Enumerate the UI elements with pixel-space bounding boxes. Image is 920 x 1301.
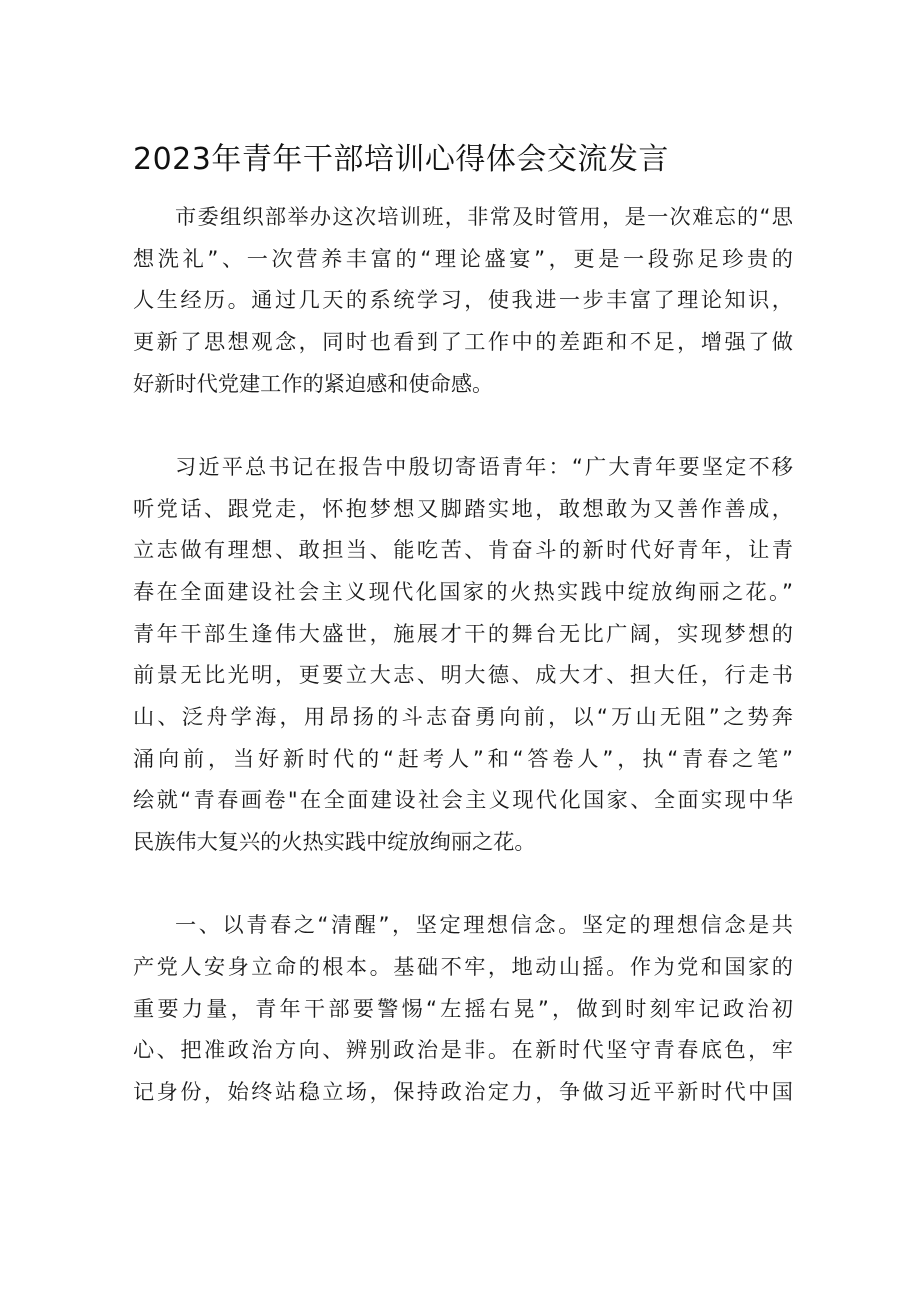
paragraph-2-line-10: 民族伟大复兴的火热实践中绽放绚丽之花。 — [133, 829, 536, 854]
paragraph-2-line-2: 听党话、跟党走，怀抱梦想又脚踏实地，敢想敢为又善作善成， — [133, 496, 793, 521]
paragraph-2-line-1: 习近平总书记在报告中殷切寄语青年：“广大青年要坚定不移 — [175, 454, 793, 479]
paragraph-3-line-2: 产党人安身立命的根本。基础不牢，地动山摇。作为党和国家的 — [133, 954, 793, 979]
paragraph-1-line-4: 更新了思想观念，同时也看到了工作中的差距和不足，增强了做 — [133, 329, 793, 354]
paragraph-2-line-7: 山、泛舟学海，用昂扬的斗志奋勇向前，以“万山无阻”之势奔 — [133, 704, 793, 729]
paragraph-1-line-1: 市委组织部举办这次培训班，非常及时管用，是一次难忘的“思 — [175, 204, 793, 229]
paragraph-3-line-5: 记身份，始终站稳立场，保持政治定力，争做习近平新时代中国 — [133, 1079, 793, 1104]
paragraph-1-line-5: 好新时代党建工作的紧迫感和使命感。 — [133, 371, 494, 396]
paragraph-1-line-2: 想洗礼”、一次营养丰富的“理论盛宴”，更是一段弥足珍贵的 — [133, 246, 793, 271]
paragraph-3-line-1: 一、以青春之“清醒”，坚定理想信念。坚定的理想信念是共 — [175, 912, 793, 937]
paragraph-2-line-4: 春在全面建设社会主义现代化国家的火热实践中绽放绚丽之花。” — [133, 579, 793, 604]
paragraph-2-line-6: 前景无比光明，更要立大志、明大德、成大才、担大任，行走书 — [133, 662, 793, 687]
paragraph-2-line-9: 绘就“青春画卷"在全面建设社会主义现代化国家、全面实现中华 — [133, 787, 793, 812]
paragraph-2-line-8: 涌向前，当好新时代的“赶考人”和“答卷人”，执“青春之笔” — [133, 746, 793, 771]
paragraph-2-line-3: 立志做有理想、敢担当、能吃苦、肯奋斗的新时代好青年，让青 — [133, 537, 793, 562]
paragraph-3-line-4: 心、把准政治方向、辨别政治是非。在新时代坚守青春底色，牢 — [133, 1037, 793, 1062]
paragraph-3-line-3: 重要力量，青年干部要警惕“左摇右晃”，做到时刻牢记政治初 — [133, 996, 793, 1021]
paragraph-2-line-5: 青年干部生逢伟大盛世，施展才干的舞台无比广阔，实现梦想的 — [133, 621, 793, 646]
paragraph-1-line-3: 人生经历。通过几天的系统学习，使我进一步丰富了理论知识， — [133, 287, 793, 312]
document-title: 2023年青年干部培训心得体会交流发言 — [133, 142, 669, 177]
